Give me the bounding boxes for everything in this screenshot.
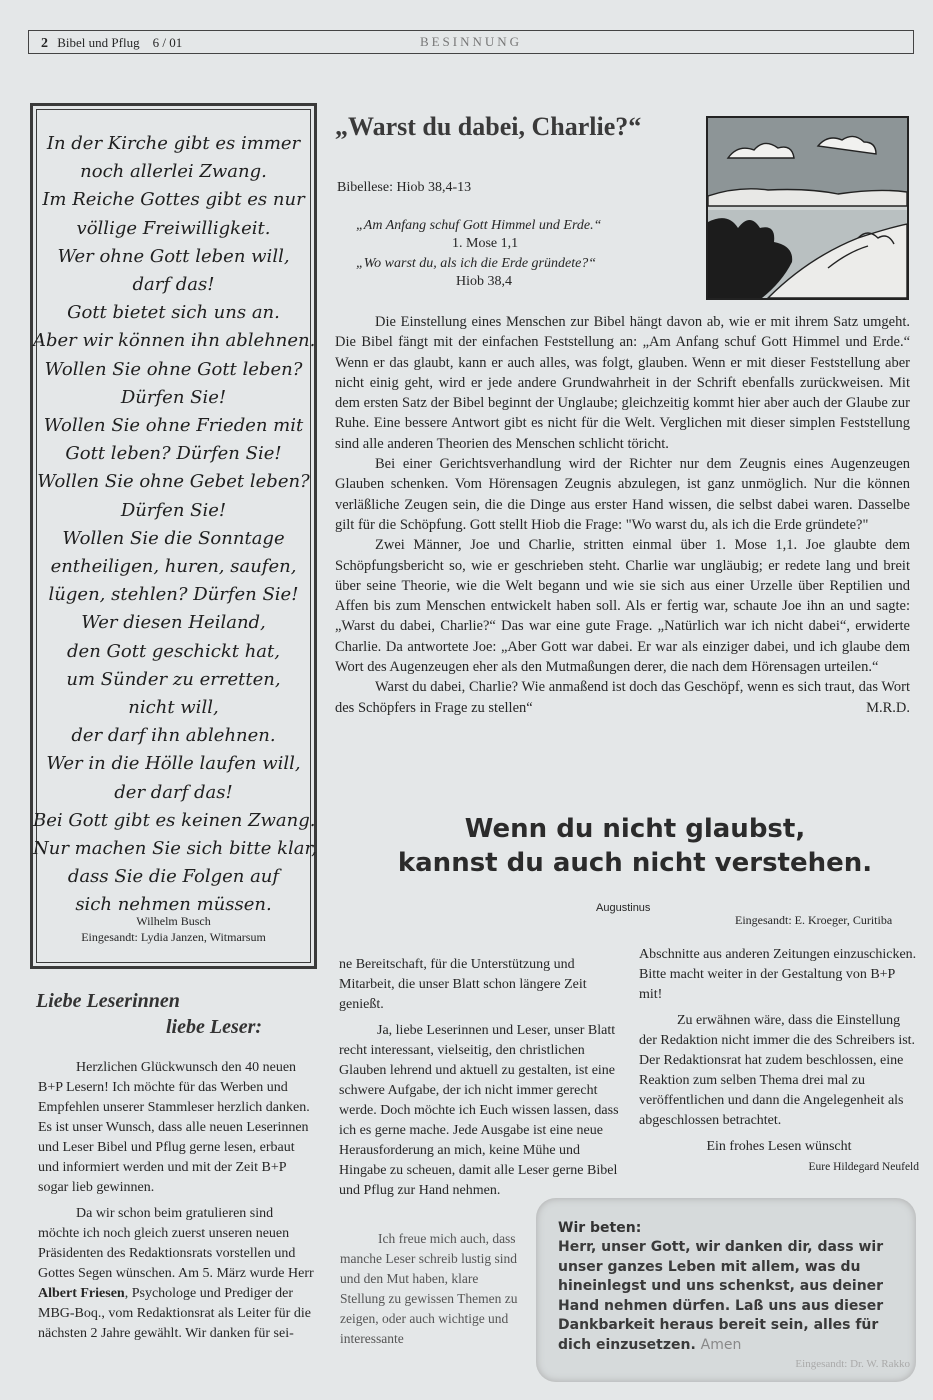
poem-line: Gott leben? Dürfen Sie! (65, 443, 282, 465)
article-paragraph: Zwei Männer, Joe und Charlie, stritten einmal über 1. Mose 1,1. Joe glaubte dem Schöpfungsbericht so, wie er geschrieben steht. Charlie war ungläubig; er redete lang und breit über seine Theorie, wie die Welt begann und wie sie sich aus einer Urzelle über Reptilien und Affen bis zum Menschen entwickelt haben soll. Als er fertig war, schaute Joe ihn an und sagte: „Warst du dabei, Charlie?“ Das war eine gute Frage. „Natürlich war ich nicht dabei“, erwiderte Charlie. Da antwortete Joe: „Aber Gott war dabei. Er war als einziger dabei, und ich glaube dem Wort des Augenzeugen eher als den Mutmaßungen derer, die nach dem Hörensagen urteilen.“ (335, 537, 910, 676)
prayer-sender: Eingesandt: Dr. W. Rakko (795, 1358, 910, 1370)
article-paragraph: Die Einstellung eines Menschen zur Bibel hängt davon ab, wie er mit ihrem Satz umgeht. Die Bibel fängt mit der einfachen Feststellung an: „Am Anfang schuf Gott Himmel und Erde.“ Wenn er das glaubt, kann er auch alles, was folgt, glauben. Wenn er mit dieser Feststellung aber nicht einig geht, wird er jede andere Grundwahrheit in der Schrift ebenfalls zurückweisen. Mit dem ersten Satz der Bibel beginnt der Unglaube; gleichzeitig kommt hier aber auch der Glaube zur Ruhe. Eine bessere Antwort gibt es nicht für die Welt. Verglichen mit dieser simplen Feststellung sind alle anderen Theorien des Menschen schlicht töricht. (335, 314, 910, 452)
poem-line: sich nehmen müssen. (75, 894, 272, 916)
poem-line: lügen, stehlen? Dürfen Sie! (48, 584, 299, 606)
poem-line: noch allerlei Zwang. (80, 161, 267, 183)
letter-paragraph: Zu erwähnen wäre, dass die Einstellung der Redaktion nicht immer die des Schreibers ist. Der Redaktionsrat hat zudem beschlossen, eine Reaktion zum selben Thema drei mal zu veröffentlichen und dann die Angelegenheit als abgeschlossen betrachtet. (639, 1013, 916, 1128)
section-title: BESINNUNG (419, 34, 523, 49)
letter-heading-1: Liebe Leserinnen (36, 990, 180, 1012)
poem-line: Wollen Sie die Sonntage (62, 527, 285, 549)
page-header (28, 30, 914, 54)
highlight-line-2: kannst du auch nicht verstehen. (397, 848, 873, 878)
poem-text (33, 130, 317, 920)
letter-closing: Ein frohes Lesen wünscht (706, 1139, 852, 1154)
poem-line: um Sünder zu erretten, (66, 668, 281, 690)
scripture-ref-2: Hiob 38,4 (456, 274, 512, 289)
letter-column-1 (38, 1058, 314, 1350)
letter-paragraph: ne Bereitschaft, für die Unterstützung und Mitarbeit, die unser Blatt schon längere Zeit genießt. (339, 957, 587, 1012)
poem-line: Wollen Sie ohne Gebet leben? (37, 471, 310, 493)
poem-line: Dürfen Sie! (120, 499, 227, 521)
prayer-box (536, 1198, 916, 1382)
poem-line: darf das! (132, 274, 215, 296)
article-paragraph: Bei einer Gerichtsverhandlung wird der Richter nur dem Zeugnis eines Augenzeugen Glauben schenken. Vom Hörensagen Zeugnis abzulegen, ist ganz unmöglich. Nur die können verläßliche Zeugen sein, die die Dinge aus erster Hand wissen, die selbst dabei waren. Dasselbe gilt für die Schöpfung. Gott stellt Hiob die Frage: "Wo warst du, als ich die Erde gründete?" (335, 456, 910, 533)
letter-paragraph: Ich freue mich auch, dass manche Leser schreib lustig sind und den Mut haben, klare Stellung zu gewissen Themen zu zeigen, oder auch wichtige und interessante (340, 1231, 518, 1346)
scripture-quote-1: „Am Anfang schuf Gott Himmel und Erde.“ (356, 218, 602, 233)
landscape-illustration (706, 116, 909, 300)
bible-reading: Bibellese: Hiob 38,4-13 (337, 180, 472, 195)
poem-line: Wer ohne Gott leben will, (57, 245, 290, 267)
scripture-quote-2: „Wo warst du, als ich die Erde gründete?“ (356, 256, 597, 271)
highlight-author: Augustinus (596, 902, 651, 914)
letter-paragraph: Herzlichen Glückwunsch den 40 neuen B+P Lesern! Ich möchte für das Werben und Empfehlen unserer Stammleser herzlich danken. Es ist unser Wunsch, dass alle neuen Leserinnen und Leser Bibel und Pflug gerne lesen, erbaut und informiert werden und mit der Zeit B+P sogar lieb gewinnen. (38, 1060, 310, 1195)
poem-line: Wer diesen Heiland, (81, 612, 266, 634)
letter-text: , Psychologe und Prediger der MBG-Boq., vom Redaktionsrat als Leiter für die nächsten 2 Jahre gewählt. Wir danken für sei- (38, 1286, 311, 1341)
letter-signature: Eure Hildegard Neufeld (808, 1161, 919, 1173)
president-name: Albert Friesen (38, 1286, 125, 1301)
poem-line: Wer in die Hölle laufen will, (46, 753, 301, 775)
poem-line: dass Sie die Folgen auf (67, 866, 280, 888)
poem-line: Wollen Sie ohne Frieden mit (43, 415, 304, 437)
poem-line: den Gott geschickt hat, (67, 640, 280, 662)
poem-line: entheiligen, huren, saufen, (50, 556, 297, 578)
poem-line: Im Reiche Gottes gibt es nur (42, 189, 305, 211)
article-paragraph: Warst du dabei, Charlie? Wie anmaßend ist doch das Geschöpf, wenn es sich traut, das Wort des Schöpfers in Frage zu stellen“ (335, 679, 910, 716)
letter-column-2 (339, 955, 619, 1207)
highlight-line-1: Wenn du nicht glaubst, (464, 814, 806, 844)
poem-line: Gott bietet sich uns an. (67, 302, 280, 324)
prayer-text (558, 1238, 910, 1356)
prayer-heading: Wir beten: (558, 1220, 642, 1236)
poem-line: Wollen Sie ohne Gott leben? (44, 358, 303, 380)
poem-line: völlige Freiwilligkeit. (76, 217, 271, 239)
poem-line: Nur machen Sie sich bitte klar, (33, 838, 317, 860)
letter-paragraph: Ja, liebe Leserinnen und Leser, unser Blatt recht interessant, vielseitig, den christlichen Glauben lehrend und aktuell zu gestalten, ist eine schwere Aufgabe, der ich nicht immer gerecht werde. Doch möchte ich Euch wissen lassen, dass ich es gerne mache. Jede Ausgabe ist eine neue Herausforderung an mich, keine Mühe und Hingabe zu scheuen, damit alle Leser gerne Bibel und Pflug zur Hand nehmen. (339, 1023, 619, 1198)
article-body (335, 312, 910, 718)
letter-text: Da wir schon beim gratulieren sind möchte ich noch gleich zuerst unseren neuen Präsidenten des Redaktionsrats vorstellen und Gottes Segen wünschen. Am 5. März wurde Herr (38, 1206, 314, 1281)
scripture-ref-1: 1. Mose 1,1 (452, 236, 519, 251)
poem-line: der darf das! (114, 781, 233, 803)
highlight-quote (335, 812, 933, 880)
poem-box (30, 103, 317, 969)
letter-paragraph: Abschnitte aus anderen Zeitungen einzuschicken. Bitte macht weiter in der Gestaltung von B+P mit! (639, 947, 917, 1002)
poem-line: nicht will, (128, 697, 219, 719)
prayer-amen: Amen (700, 1336, 742, 1353)
poem-line: der darf ihn ablehnen. (71, 725, 276, 747)
highlight-sender: Eingesandt: E. Kroeger, Curitiba (735, 913, 893, 927)
prayer-body: Herr, unser Gott, wir danken dir, dass wir unser ganzes Leben mit allem, was du hineinlegst und uns schenkst, aus deiner Hand nehmen dürfen. Laß uns aus dieser Dankbarkeit heraus bereit sein, alles für dich einzusetzen. (558, 1239, 884, 1353)
article-signature: M.R.D. (866, 699, 910, 716)
letter-heading-2: liebe Leser: (166, 1016, 263, 1038)
illustration-svg (708, 118, 907, 298)
page-number: 2 (41, 36, 48, 51)
issue-number: 6 / 01 (152, 35, 183, 50)
poem-line: Dürfen Sie! (120, 386, 227, 408)
article-title: „Warst du dabei, Charlie?“ (335, 112, 642, 141)
letter-column-3 (639, 945, 919, 1177)
letter-column-2-bottom (340, 1229, 520, 1355)
poem-sender: Eingesandt: Lydia Janzen, Witmarsum (81, 930, 266, 944)
poem-line: Aber wir können ihn ablehnen. (33, 330, 316, 352)
poem-author: Wilhelm Busch (136, 914, 211, 928)
publication-name: Bibel und Pflug (57, 35, 140, 50)
letter-paragraph (38, 1204, 314, 1344)
poem-line: In der Kirche gibt es immer (46, 133, 301, 154)
poem-line: Bei Gott gibt es keinen Zwang. (33, 809, 316, 831)
